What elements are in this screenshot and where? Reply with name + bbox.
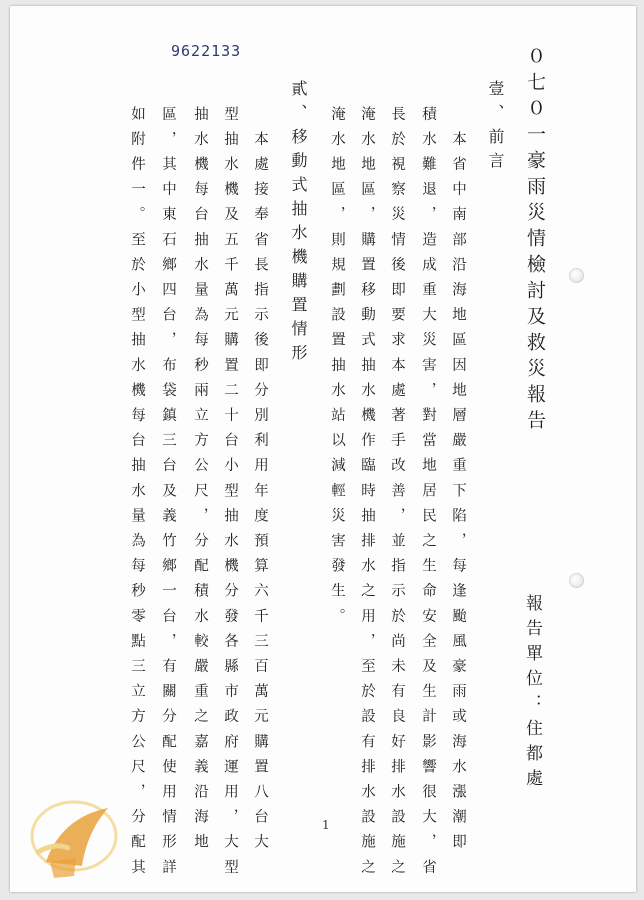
body-column: 如附件一。至於小型抽水機每台抽水量為每秒零點三立方公尺，分配其 (129, 106, 145, 885)
body-column: 本省中南部沿海地區因地層嚴重下陷，每逢颱風豪雨或海水漲潮即 (450, 106, 466, 859)
punch-hole-icon (569, 268, 584, 283)
archive-number: 9622133 (171, 42, 242, 60)
body-column: 本處接奉省長指示後即分別利用年度預算六千三百萬元購置八台大 (252, 106, 268, 859)
section-heading-pumps: 貳、移動式抽水機購置情形 (289, 80, 308, 368)
archive-logo-icon (16, 792, 128, 892)
body-column: 區，其中東石鄉四台，布袋鎮三台及義竹鄉一台，有關分配使用情形詳 (160, 106, 176, 885)
section-heading-intro: 壹、前言 (486, 80, 505, 176)
body-column: 積水難退，造成重大災害，對當地居民之生命安全及生計影響很大，省 (420, 106, 436, 885)
body-column: 長於視察災情後即要求本處著手改善，並指示於尚未有良好排水設施之 (389, 106, 405, 885)
body-column: 淹水地區，則規劃設置抽水站以減輕災害發生。 (329, 106, 345, 634)
punch-hole-icon (569, 573, 584, 588)
body-column: 抽水機每台抽水量為每秒兩立方公尺，分配積水較嚴重之嘉義沿海地 (192, 106, 208, 859)
body-column: 淹水地區，購置移動式抽水機作臨時抽排水之用，至於設有排水設施之 (359, 106, 375, 885)
document-page (10, 6, 636, 892)
page-number: 1 (322, 818, 330, 832)
document-title: ０七０一豪雨災情檢討及救災報告 (524, 46, 546, 436)
body-column: 型抽水機及五千萬元購置二十台小型抽水機分發各縣市政府運用，大型 (222, 106, 238, 885)
report-unit: 報告單位：住都處 (522, 594, 542, 794)
